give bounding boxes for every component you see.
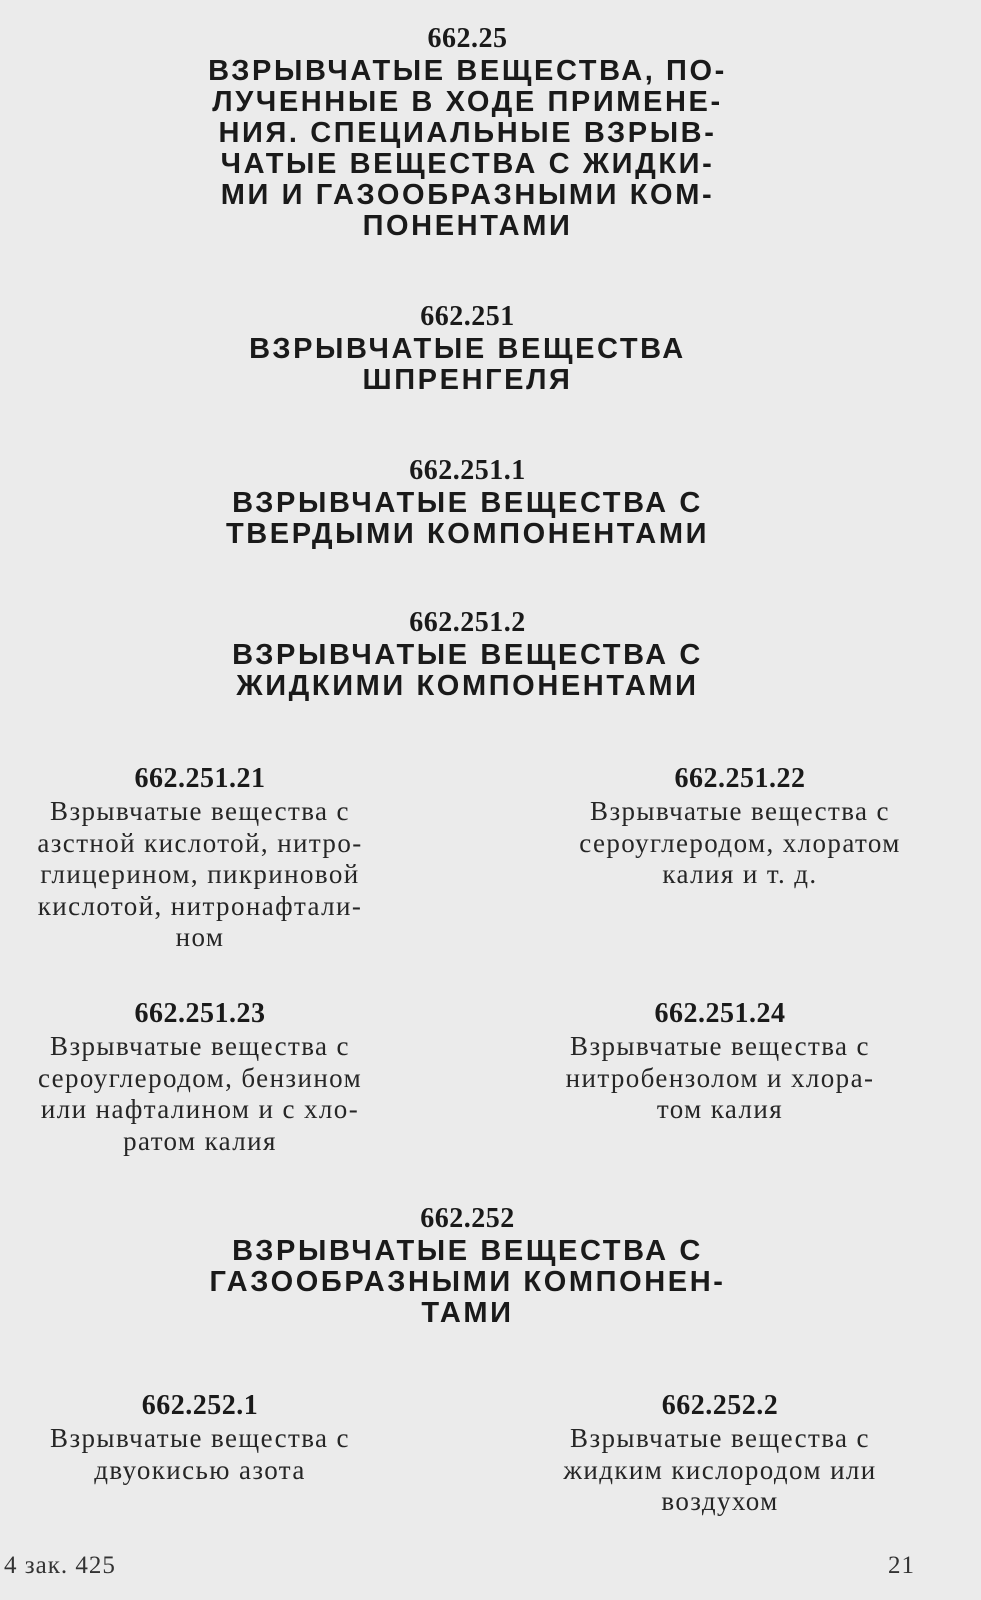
section-heading: ВЗРЫВЧАТЫЕ ВЕЩЕСТВА С ГАЗООБРАЗНЫМИ КОМПОНЕН- ТАМИ (209, 1235, 726, 1329)
section-662-25 (180, 24, 755, 242)
entry-code: 662.252.1 (141, 1390, 259, 1421)
page-number: 21 (888, 1552, 915, 1579)
section-662-252 (180, 1204, 755, 1329)
section-code: 662.251 (420, 301, 515, 332)
entry-code: 662.251.22 (674, 763, 806, 794)
entry-662-251-21 (0, 764, 400, 954)
entry-description: Взрывчатые вещества с сероуглеродом, бензином или нафталином и с хло- ратом калия (37, 1031, 363, 1156)
section-662-251-2 (180, 608, 755, 702)
section-662-251 (180, 302, 755, 396)
section-heading: ВЗРЫВЧАТЫЕ ВЕЩЕСТВА ШПРЕНГЕЛЯ (249, 333, 686, 396)
entry-code: 662.251.24 (654, 998, 786, 1029)
section-heading: ВЗРЫВЧАТЫЕ ВЕЩЕСТВА С ТВЕРДЫМИ КОМПОНЕНТАМИ (225, 487, 710, 550)
section-heading: ВЗРЫВЧАТЫЕ ВЕЩЕСТВА С ЖИДКИМИ КОМПОНЕНТАМИ (232, 639, 703, 702)
entry-662-252-2 (510, 1391, 930, 1518)
entry-code: 662.251.21 (134, 763, 266, 794)
entry-662-251-24 (510, 999, 930, 1126)
section-662-251-1 (180, 456, 755, 550)
section-code: 662.251.1 (409, 455, 526, 486)
entry-code: 662.251.23 (134, 998, 266, 1029)
section-code: 662.251.2 (409, 607, 526, 638)
section-heading: ВЗРЫВЧАТЫЕ ВЕЩЕСТВА, ПО- ЛУЧЕННЫЕ В ХОДЕ ПРИМЕНЕ- НИЯ. СПЕЦИАЛЬНЫЕ ВЗРЫВ- ЧАТЫЕ ВЕЩЕСТВА С ЖИДКИ- МИ И ГАЗООБРАЗНЫМИ КОМ- ПОНЕНТАМИ (208, 55, 727, 242)
footer-signature: 4 зак. 425 (4, 1552, 116, 1579)
entry-description: Взрывчатые вещества с двуокисью азота (50, 1423, 350, 1485)
entry-662-251-23 (0, 999, 400, 1157)
entry-description: Взрывчатые вещества с нитробензолом и хлора- том калия (565, 1031, 875, 1124)
entry-code: 662.252.2 (661, 1390, 779, 1421)
entry-description: Взрывчатые вещества с азстной кислотой, нитро- глицерином, пикриновой кислотой, нитронафтали- ном (37, 796, 363, 952)
entry-description: Взрывчатые вещества с жидким кислородом или воздухом (563, 1423, 877, 1516)
entry-662-251-22 (530, 764, 950, 891)
section-code: 662.252 (420, 1203, 515, 1234)
section-code: 662.25 (427, 23, 508, 54)
entry-description: Взрывчатые вещества с сероуглеродом, хлоратом калия и т. д. (579, 796, 901, 889)
entry-662-252-1 (0, 1391, 400, 1486)
